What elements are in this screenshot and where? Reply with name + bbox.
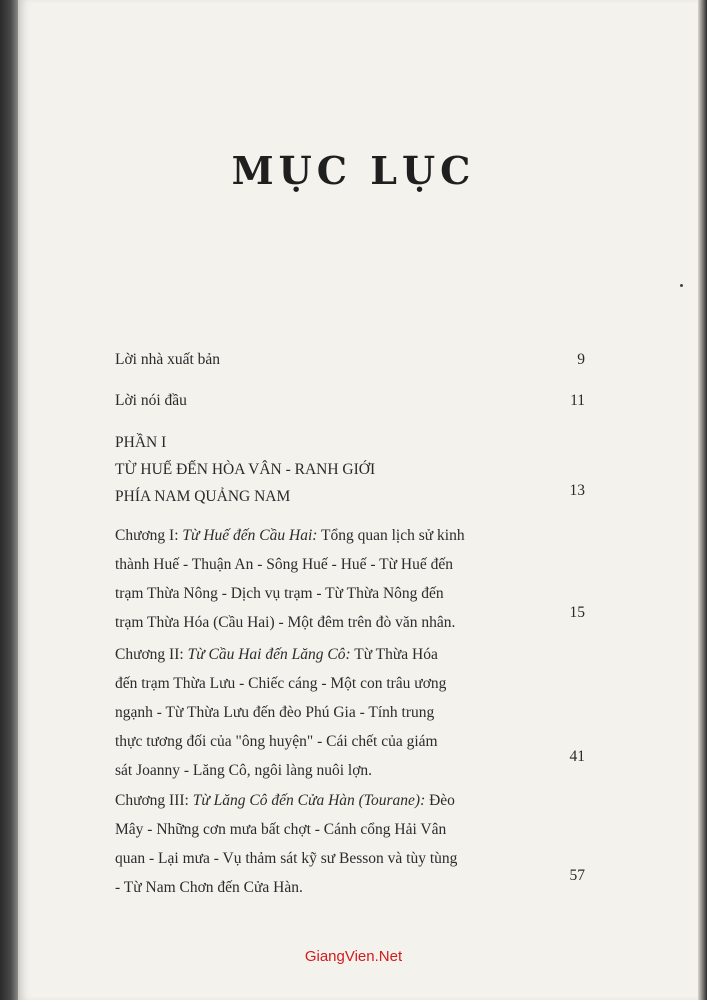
- watermark: GiangVien.Net: [304, 948, 403, 965]
- chapter-2-line-3: ngạnh - Từ Thừa Lưu đến đèo Phú Gia - Tính trung: [115, 704, 435, 721]
- page-title: MỤC LỤC: [231, 148, 476, 193]
- chapter-2-line-5: sát Joanny - Lăng Cô, ngôi làng nuôi lợn.: [115, 762, 373, 779]
- chapter-2-line-4: thực tương đối của "ông huyện" - Cái chết của giám: [115, 733, 438, 750]
- chapter-1-line-2: thành Huế - Thuận An - Sông Huế - Huế - Từ Huế đến: [115, 556, 453, 573]
- chapter-1-line-3: trạm Thừa Nông - Dịch vụ trạm - Từ Thừa Nông đến: [115, 585, 444, 602]
- toc-part-title-line-1: TỪ HUẾ ĐẾN HÒA VÂN - RANH GIỚI: [115, 461, 376, 478]
- chapter-2-line-1: Chương II: Từ Cầu Hai đến Lăng Cô: Từ Thừa Hóa: [115, 646, 438, 663]
- chapter-3-line-1: Chương III: Từ Lăng Cô đến Cửa Hàn (Tourane): Đèo: [115, 792, 455, 809]
- toc-page-number: 41: [569, 748, 585, 765]
- chapter-3-line-2: Mây - Những cơn mưa bất chợt - Cánh cổng Hải Vân: [115, 821, 447, 838]
- toc-part-label: PHẦN I: [115, 434, 167, 451]
- chapter-3-line-4: - Từ Nam Chơn đến Cửa Hàn.: [115, 879, 303, 896]
- chapter-3-line-3: quan - Lại mưa - Vụ thảm sát kỹ sư Besson và tùy tùng: [115, 850, 458, 867]
- toc-chapter-1: [115, 521, 515, 637]
- toc-chapter-3: [115, 786, 515, 902]
- toc-page-number: 9: [577, 351, 585, 368]
- toc-part-title-line-2: PHÍA NAM QUẢNG NAM: [115, 488, 291, 505]
- chapter-1-line-1: Chương I: Từ Huế đến Cầu Hai: Tổng quan lịch sử kinh: [115, 527, 465, 544]
- toc-entry-publisher-note: Lời nhà xuất bản: [115, 351, 221, 368]
- toc-chapter-2: [115, 640, 515, 785]
- chapter-2-line-2: đến trạm Thừa Lưu - Chiếc cáng - Một con trâu ương: [115, 675, 447, 692]
- toc-page-number: 11: [570, 392, 585, 409]
- page-speck: [680, 284, 683, 287]
- toc-page-number: 13: [569, 482, 585, 499]
- toc-page-number: 57: [569, 867, 585, 884]
- toc-entry-foreword: Lời nói đầu: [115, 392, 187, 409]
- toc-page-number: 15: [569, 604, 585, 621]
- chapter-1-line-4: trạm Thừa Hóa (Cầu Hai) - Một đêm trên đò văn nhân.: [115, 614, 456, 631]
